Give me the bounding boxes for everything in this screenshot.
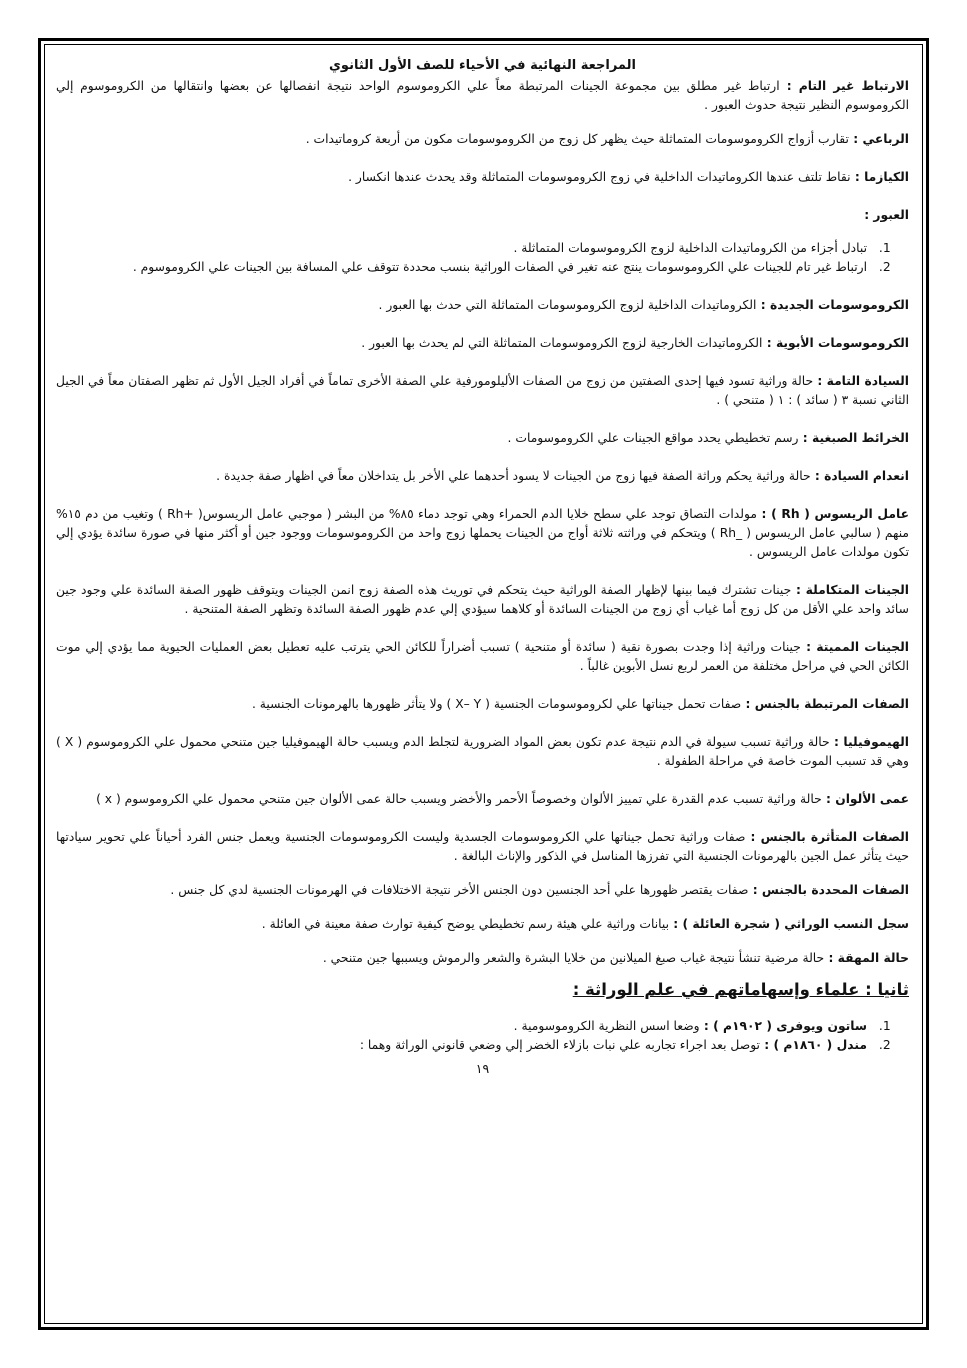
definition-term: حالة المهقة — [837, 951, 909, 965]
definition-text: حالة مرضية تنشأ نتيجة غياب صبغ الميلانين من خلايا البشرة والشعر والرموش ويسببها جين متنحي . — [322, 951, 825, 965]
definition-term: الكيازما — [864, 170, 909, 184]
definition-text: حالة وراثية تسبب عدم القدرة علي تمييز الألوان وخصوصاً الأحمر والأخضر ويسبب حالة عمى الألوان جين متنحي محمول علي الكروموسوم ( x ) — [96, 792, 822, 806]
definition-text: ارتباط غير مطلق بين مجموعة الجينات المرتبطة معاً علي الكروموسوم الواحد نتيجة انفصالها عن بعضها وانتقالها من الكروموسوم إلي الكروموسوم النظير نتيجة حدوث العبور . — [56, 79, 909, 112]
definition-paragraph: الصفات المتأثرة بالجنس : صفات وراثية تحمل جيناتها علي الكروموسومات الجسدية وليست الكروموسومات الجنسية ويعمل جنس الفرد أحياناً علي تحوير سيادتها حيث يتأثر عمل الجين بالهرمونات الجنسية التي تفرزها المناسل في الذكور والإناث البالغة . — [56, 830, 909, 863]
definition-paragraph: عمى الألوان : حالة وراثية تسبب عدم القدرة علي تمييز الألوان وخصوصاً الأحمر والأخضر ويسبب حالة عمى الألوان جين متنحي محمول علي الكروموسوم ( x ) — [96, 792, 909, 806]
definition-text: حالة وراثية تسود فيها إحدى الصفتين من زوج من الصفات الأليلومورفية علي الصفة الأخرى تماماً في أفراد الجيل الأول ثم تظهر الصفتان معاً في الجيل الثاني نسبة ٣ ( سائد ) : ١ ( متنحي ) . — [56, 374, 909, 407]
definition-term: الصفات المتأثرة بالجنس — [760, 830, 909, 844]
definition-text: جينات وراثية إذا وجدت بصورة نقية ( سائدة أو متنحية ) تسبب أضراراً للكائن الحي يترتب عليه تعطيل بعض العمليات الحيوية مما يؤدي إلي موت الكائن الحي في مراحل مختلفة من العمر لربع نسل الأبوين غالباً . — [56, 640, 909, 673]
definition-text: نقاط تلتف عندها الكروماتيدات الداخلية في زوج الكروموسومات المتماثلة وقد يحدث عندها انكسار . — [348, 170, 851, 184]
crossing-list — [56, 239, 909, 277]
definition-paragraph: الجينات المميتة : جينات وراثية إذا وجدت بصورة نقية ( سائدة أو متنحية ) تسبب أضراراً للكائن الحي يترتب عليه تعطيل بعض العمليات الحيوية مما يؤدي إلي موت الكائن الحي في مراحل مختلفة من العمر لربع نسل الأبوين غالباً . — [56, 640, 909, 673]
scientists-list — [56, 1017, 909, 1055]
definition-paragraph: الصفات المرتبطة بالجنس : صفات تحمل جيناتها علي لكروموسومات الجنسية ( X– Y ) ولا يتأثر ظهورها بالهرمونات الجنسية . — [251, 697, 909, 711]
page-number: ١٩ — [475, 1061, 490, 1076]
scientist-name: ساتون ويوفرى ( ١٩٠٢م ) — [713, 1019, 867, 1033]
definition-term: العبور — [873, 208, 909, 222]
section-heading: ثانيا : علماء وإسهاماتهم في علم الوراثة : — [572, 980, 909, 999]
list-item: 2. مندل ( ١٨٦٠م ) : توصل بعد اجراء تجاربه علي نبات بازلاء الخضر إلي وضعي قانوني الوراثة وهما : — [56, 1036, 875, 1055]
definition-paragraph: انعدام السيادة : حالة وراثية يحكم وراثة الصفة فيها زوج من الجينات لا يسود أحدهما علي الأخر بل يتداخلان معاً في اظهار صفة جديدة . — [216, 469, 909, 483]
definition-text: تقارب أزواج الكروموسومات المتماثلة حيث يظهر كل زوج من الكروموسومات مكون من أربعة كروماتيدات . — [305, 132, 849, 146]
definition-paragraph: الكروموسومات الأبوية : الكروماتيدات الخارجية لزوج الكروموسومات المتماثلة التي لم يحدث بها العبور . — [361, 336, 909, 350]
crossing-heading: العبور : — [864, 208, 909, 222]
definition-term: الكروموسومات الأبوية — [775, 336, 909, 350]
definition-paragraph: حالة المهقة : حالة مرضية تنشأ نتيجة غياب صبغ الميلانين من خلايا البشرة والشعر والرموش ويسببها جين متنحي . — [322, 951, 909, 965]
definition-term: الجينات المتكاملة — [805, 583, 909, 597]
list-item: 1. تبادل أجزاء من الكروماتيدات الداخلية لزوج الكروموسومات المتماثلة . — [56, 239, 875, 258]
list-item: 1. ساتون ويوفرى ( ١٩٠٢م ) : وضعا اسس النظرية الكروموسومية . — [56, 1017, 875, 1036]
definition-text: رسم تخطيطي يحدد مواقع الجينات علي الكروموسومات . — [507, 431, 799, 445]
definition-paragraph: سجل النسب الوراثي ( شجرة العائلة ) : بيانات وراثية علي هيئة رسم تخطيطي يوضح كيفية توارث صفة معينة في العائلة . — [261, 917, 909, 931]
definition-term: الصفات المحددة بالجنس — [761, 883, 909, 897]
definition-paragraph: الرباعي : تقارب أزواج الكروموسومات المتماثلة حيث يظهر كل زوج من الكروموسومات مكون من أربعة كروماتيدات . — [305, 132, 909, 146]
definition-text: صفات يقتصر ظهورها علي أحد الجنسين دون الجنس الأخر نتيجة الاختلافات في الهرمونات الجنسية لدي كل جنس . — [170, 883, 749, 897]
definition-term: الرباعي — [862, 132, 909, 146]
definition-term: الارتباط غير التام — [798, 79, 909, 93]
definition-term: الجينات المميتة — [816, 640, 909, 654]
definition-paragraph: الهيموفيليا : حالة وراثية تسبب سيولة في الدم نتيجة عدم تكون بعض المواد الضرورية لتجلط الدم ويسبب حالة الهيموفيليا جين متنحي محمول علي الكروموسوم ( X ) وهي قد تسبب الموت خاصة في مراحلة الطفولة . — [56, 735, 909, 768]
definition-paragraph: الكيازما : نقاط تلتف عندها الكروماتيدات الداخلية في زوج الكروموسومات المتماثلة وقد يحدث عندها انكسار . — [348, 170, 909, 184]
definition-text: صفات تحمل جيناتها علي لكروموسومات الجنسية ( X– Y ) ولا يتأثر ظهورها بالهرمونات الجنسية . — [251, 697, 742, 711]
definition-term: الهيموفيليا — [843, 735, 909, 749]
definition-text: حالة وراثية يحكم وراثة الصفة فيها زوج من الجينات لا يسود أحدهما علي الأخر بل يتداخلان معاً في اظهار صفة جديدة . — [216, 469, 811, 483]
definition-text: بيانات وراثية علي هيئة رسم تخطيطي يوضح كيفية توارث صفة معينة في العائلة . — [261, 917, 670, 931]
definition-term: سجل النسب الوراثي ( شجرة العائلة ) — [682, 917, 909, 931]
definition-paragraph: الارتباط غير التام : ارتباط غير مطلق بين مجموعة الجينات المرتبطة معاً علي الكروموسوم الواحد نتيجة انفصالها عن بعضها وانتقالها من الكروموسوم إلي الكروموسوم النظير نتيجة حدوث العبور . — [56, 79, 909, 112]
definition-paragraph: الخرائط الصبغية : رسم تخطيطي يحدد مواقع الجينات علي الكروموسومات . — [507, 431, 909, 445]
list-item: 2. ارتباط غير تام للجينات علي الكروموسومات ينتج عنه تغير في الصفات الوراثية بنسب محددة تتوقف علي المسافة بين الجينات علي الكروموسوم . — [56, 258, 875, 277]
definition-term: الخرائط الصبغية — [811, 431, 909, 445]
definition-paragraph: الصفات المحددة بالجنس : صفات يقتصر ظهورها علي أحد الجنسين دون الجنس الأخر نتيجة الاختلافات في الهرمونات الجنسية لدي كل جنس . — [170, 883, 909, 897]
definition-text: الكروماتيدات الخارجية لزوج الكروموسومات المتماثلة التي لم يحدث بها العبور . — [361, 336, 763, 350]
definition-text: مولدات التصاق توجد علي سطح خلايا الدم الحمراء وهي توجد دماء ٨٥% من البشر ( موجبي عامل الريسوس( +Rh ) وتغيب من دم ١٥% منهم ( سالبي عامل الريسوس ( _Rh ) ويتحكم في وراثته ثلاثة أواج من الجينات يحملها زوج واحد من الكروموسومات ووجود جين أو أكثر منها في صورة سائدة يؤدي إلي تكون مولدات عامل الريسوس . — [56, 507, 909, 559]
document-body — [56, 56, 909, 1078]
scientist-contribution: توصل بعد اجراء تجاربه علي نبات بازلاء الخضر إلي وضعي قانوني الوراثة وهما : — [359, 1038, 760, 1052]
definition-text: صفات وراثية تحمل جيناتها علي الكروموسومات الجسدية وليست الكروموسومات الجنسية ويعمل جنس الفرد أحياناً علي تحوير سيادتها حيث يتأثر عمل الجين بالهرمونات الجنسية التي تفرزها المناسل في الذكور والإناث البالغة . — [56, 830, 909, 863]
definition-text: الكروماتيدات الداخلية لزوج الكروموسومات المتماثلة التي حدث بها العبور . — [378, 298, 757, 312]
definition-term: الكروموسومات الجديدة — [769, 298, 909, 312]
definition-term: السيادة التامة — [826, 374, 910, 388]
definition-term: عامل الريسوس ( Rh ) — [771, 507, 909, 521]
definition-term: عمى الألوان — [835, 792, 909, 806]
definition-term: الصفات المرتبطة بالجنس — [754, 697, 909, 711]
definition-paragraph: الجينات المتكاملة : جينات تشترك فيما بينها لإظهار الصفة الوراثية حيث يتحكم في توريث هذه الصفة زوج انمن الجينات ويتوقف ظهور الصفة السائدة علي وجود جين سائد واحد علي الأقل من كل زوج أما غياب أي زوج من الجينات السائدة أو كلاهما سيؤدي إلي عدم ظهور الصفة السائدة وتظهر الصفة المتنحية . — [56, 583, 909, 616]
definition-term: انعدام السيادة — [824, 469, 909, 483]
definition-text: حالة وراثية تسبب سيولة في الدم نتيجة عدم تكون بعض المواد الضرورية لتجلط الدم ويسبب حالة الهيموفيليا جين متنحي محمول علي الكروموسوم ( X ) وهي قد تسبب الموت خاصة في مراحلة الطفولة . — [56, 735, 909, 768]
page-title: المراجعة النهائية في الأحياء للصف الأول الثانوي — [329, 58, 636, 73]
definition-paragraph: الكروموسومات الجديدة : الكروماتيدات الداخلية لزوج الكروموسومات المتماثلة التي حدث بها العبور . — [378, 298, 909, 312]
scientist-name: مندل ( ١٨٦٠م ) — [773, 1038, 867, 1052]
scientist-contribution: وضعا اسس النظرية الكروموسومية . — [513, 1019, 700, 1033]
definition-paragraph: السيادة التامة : حالة وراثية تسود فيها إحدى الصفتين من زوج من الصفات الأليلومورفية علي الصفة الأخرى تماماً في أفراد الجيل الأول ثم تظهر الصفتان معاً في الجيل الثاني نسبة ٣ ( سائد ) : ١ ( متنحي ) . — [56, 374, 910, 407]
definition-text: جينات تشترك فيما بينها لإظهار الصفة الوراثية حيث يتحكم في توريث هذه الصفة زوج انمن الجينات ويتوقف ظهور الصفة السائدة علي وجود جين سائد واحد علي الأقل من كل زوج أما غياب أي زوج من الجينات السائدة أو كلاهما سيؤدي إلي عدم ظهور الصفة السائدة وتظهر الصفة المتنحية . — [56, 583, 909, 616]
definition-paragraph: عامل الريسوس ( Rh ) : مولدات التصاق توجد علي سطح خلايا الدم الحمراء وهي توجد دماء ٨٥% من البشر ( موجبي عامل الريسوس( +Rh ) وتغيب من دم ١٥% منهم ( سالبي عامل الريسوس ( _Rh ) ويتحكم في وراثته ثلاثة أواج من الجينات يحملها زوج واحد من الكروموسومات ووجود جين أو أكثر منها في صورة سائدة يؤدي إلي تكون مولدات عامل الريسوس . — [56, 507, 909, 559]
